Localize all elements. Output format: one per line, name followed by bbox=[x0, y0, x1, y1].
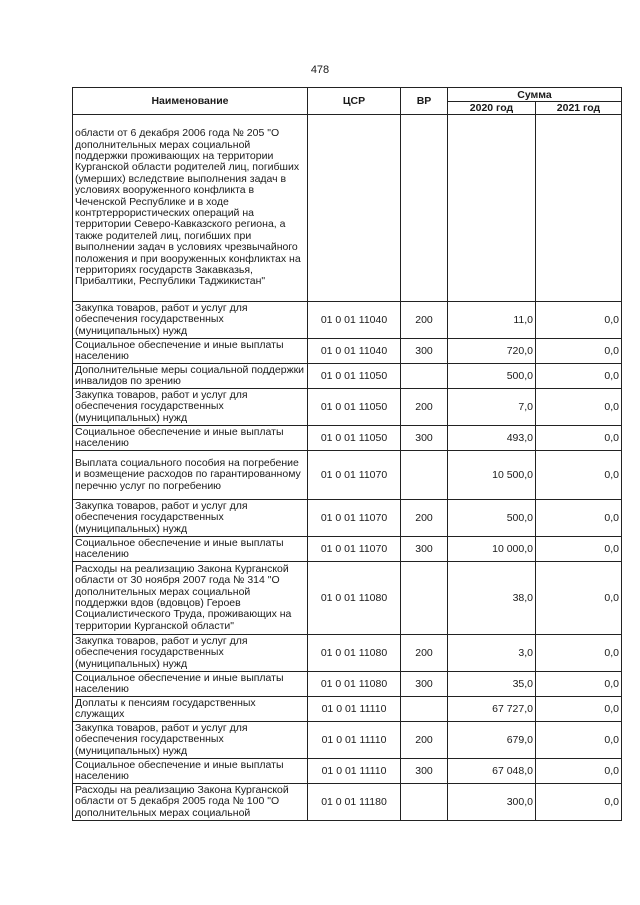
column-header-name: Наименование bbox=[73, 88, 308, 115]
row-sum-2020: 720,0 bbox=[448, 339, 536, 364]
row-csr: 01 0 01 11110 bbox=[308, 759, 401, 784]
row-name: Социальное обеспечение и иные выплаты населению bbox=[73, 339, 308, 364]
row-sum-2021: 0,0 bbox=[536, 426, 622, 451]
row-sum-2021: 0,0 bbox=[536, 722, 622, 759]
page-number: 478 bbox=[310, 64, 330, 76]
row-vr: 200 bbox=[401, 635, 448, 672]
row-sum-2021: 0,0 bbox=[536, 759, 622, 784]
table-row bbox=[73, 500, 622, 537]
row-vr: 300 bbox=[401, 339, 448, 364]
row-sum-2021: 0,0 bbox=[536, 697, 622, 722]
row-sum-2020: 500,0 bbox=[448, 364, 536, 389]
table-row bbox=[73, 697, 622, 722]
row-name: Социальное обеспечение и иные выплаты населению bbox=[73, 537, 308, 562]
row-sum-2021: 0,0 bbox=[536, 537, 622, 562]
table-row bbox=[73, 364, 622, 389]
row-vr: 200 bbox=[401, 389, 448, 426]
row-vr: 300 bbox=[401, 537, 448, 562]
row-sum-2020: 500,0 bbox=[448, 500, 536, 537]
table-row bbox=[73, 339, 622, 364]
row-sum-2020: 35,0 bbox=[448, 672, 536, 697]
row-sum-2021 bbox=[536, 115, 622, 302]
table-row bbox=[73, 389, 622, 426]
column-header-2021: 2021 год bbox=[536, 102, 622, 115]
row-csr: 01 0 01 11070 bbox=[308, 537, 401, 562]
row-name: Закупка товаров, работ и услуг для обеспечения государственных (муниципальных) нужд bbox=[73, 500, 308, 537]
row-sum-2021: 0,0 bbox=[536, 302, 622, 339]
row-name: Выплата социального пособия на погребение и возмещение расходов по гарантированному перечню услуг по погребению bbox=[73, 451, 308, 500]
table-row bbox=[73, 635, 622, 672]
row-sum-2021: 0,0 bbox=[536, 339, 622, 364]
row-sum-2021: 0,0 bbox=[536, 389, 622, 426]
row-sum-2020: 11,0 bbox=[448, 302, 536, 339]
row-sum-2021: 0,0 bbox=[536, 635, 622, 672]
row-sum-2020: 10 500,0 bbox=[448, 451, 536, 500]
row-sum-2020: 300,0 bbox=[448, 784, 536, 821]
row-csr: 01 0 01 11050 bbox=[308, 364, 401, 389]
row-sum-2020 bbox=[448, 115, 536, 302]
row-name: Расходы на реализацию Закона Курганской области от 5 декабря 2005 года № 100 "О дополнительных мерах социальной bbox=[73, 784, 308, 821]
column-header-csr: ЦСР bbox=[308, 88, 401, 115]
row-csr: 01 0 01 11070 bbox=[308, 500, 401, 537]
row-vr bbox=[401, 451, 448, 500]
row-csr: 01 0 01 11050 bbox=[308, 389, 401, 426]
row-sum-2020: 67 727,0 bbox=[448, 697, 536, 722]
row-vr bbox=[401, 364, 448, 389]
table-row bbox=[73, 426, 622, 451]
row-vr: 200 bbox=[401, 500, 448, 537]
row-sum-2021: 0,0 bbox=[536, 562, 622, 635]
row-sum-2021: 0,0 bbox=[536, 364, 622, 389]
row-name: Закупка товаров, работ и услуг для обеспечения государственных (муниципальных) нужд bbox=[73, 635, 308, 672]
row-vr: 300 bbox=[401, 672, 448, 697]
row-sum-2020: 7,0 bbox=[448, 389, 536, 426]
row-csr: 01 0 01 11180 bbox=[308, 784, 401, 821]
row-csr: 01 0 01 11070 bbox=[308, 451, 401, 500]
row-name: Социальное обеспечение и иные выплаты населению bbox=[73, 759, 308, 784]
budget-table bbox=[72, 87, 622, 821]
row-sum-2021: 0,0 bbox=[536, 500, 622, 537]
row-csr: 01 0 01 11110 bbox=[308, 722, 401, 759]
row-vr: 200 bbox=[401, 302, 448, 339]
table-row bbox=[73, 672, 622, 697]
row-csr: 01 0 01 11080 bbox=[308, 562, 401, 635]
row-csr: 01 0 01 11080 bbox=[308, 672, 401, 697]
row-name: Доплаты к пенсиям государственных служащих bbox=[73, 697, 308, 722]
table-row bbox=[73, 115, 622, 302]
row-sum-2021: 0,0 bbox=[536, 451, 622, 500]
table-row bbox=[73, 302, 622, 339]
column-header-2020: 2020 год bbox=[448, 102, 536, 115]
row-sum-2021: 0,0 bbox=[536, 672, 622, 697]
column-header-vr: ВР bbox=[401, 88, 448, 115]
row-vr: 300 bbox=[401, 759, 448, 784]
table-row bbox=[73, 759, 622, 784]
row-sum-2020: 38,0 bbox=[448, 562, 536, 635]
row-sum-2020: 679,0 bbox=[448, 722, 536, 759]
table-row bbox=[73, 537, 622, 562]
row-vr: 300 bbox=[401, 426, 448, 451]
row-sum-2020: 3,0 bbox=[448, 635, 536, 672]
row-csr: 01 0 01 11110 bbox=[308, 697, 401, 722]
row-name: Закупка товаров, работ и услуг для обеспечения государственных (муниципальных) нужд bbox=[73, 302, 308, 339]
row-sum-2021: 0,0 bbox=[536, 784, 622, 821]
column-header-sum: Сумма bbox=[448, 88, 622, 102]
row-sum-2020: 493,0 bbox=[448, 426, 536, 451]
row-name: области от 6 декабря 2006 года № 205 "О дополнительных мерах социальной поддержки проживающих на территории Курганской области родителей лиц, погибших (умерших) вследствие выполнения задач в условиях вооруженного конфликта в Чеченской Республике и в ходе контртеррористических операций на территории Северо-Кавказского региона, а также родителей лиц, погибших при выполнении задач в условиях чрезвычайного положения и при вооруженных конфликтах на территориях государств Закавказья, Прибалтики, Республики Таджикистан" bbox=[73, 115, 308, 302]
row-name: Закупка товаров, работ и услуг для обеспечения государственных (муниципальных) нужд bbox=[73, 722, 308, 759]
row-csr: 01 0 01 11050 bbox=[308, 426, 401, 451]
row-csr: 01 0 01 11040 bbox=[308, 302, 401, 339]
table-row bbox=[73, 562, 622, 635]
row-vr bbox=[401, 562, 448, 635]
table-row bbox=[73, 451, 622, 500]
row-vr bbox=[401, 784, 448, 821]
row-csr: 01 0 01 11080 bbox=[308, 635, 401, 672]
row-vr bbox=[401, 115, 448, 302]
row-name: Расходы на реализацию Закона Курганской области от 30 ноября 2007 года № 314 "О дополнительных мерах социальной поддержки вдов (вдовцов) Героев Социалистического Труда, проживающих на территории Курганской области" bbox=[73, 562, 308, 635]
row-vr: 200 bbox=[401, 722, 448, 759]
row-name: Дополнительные меры социальной поддержки инвалидов по зрению bbox=[73, 364, 308, 389]
row-csr bbox=[308, 115, 401, 302]
row-name: Социальное обеспечение и иные выплаты населению bbox=[73, 426, 308, 451]
row-sum-2020: 67 048,0 bbox=[448, 759, 536, 784]
row-vr bbox=[401, 697, 448, 722]
row-name: Социальное обеспечение и иные выплаты населению bbox=[73, 672, 308, 697]
row-name: Закупка товаров, работ и услуг для обеспечения государственных (муниципальных) нужд bbox=[73, 389, 308, 426]
row-csr: 01 0 01 11040 bbox=[308, 339, 401, 364]
row-sum-2020: 10 000,0 bbox=[448, 537, 536, 562]
table-row bbox=[73, 722, 622, 759]
table-row bbox=[73, 784, 622, 821]
